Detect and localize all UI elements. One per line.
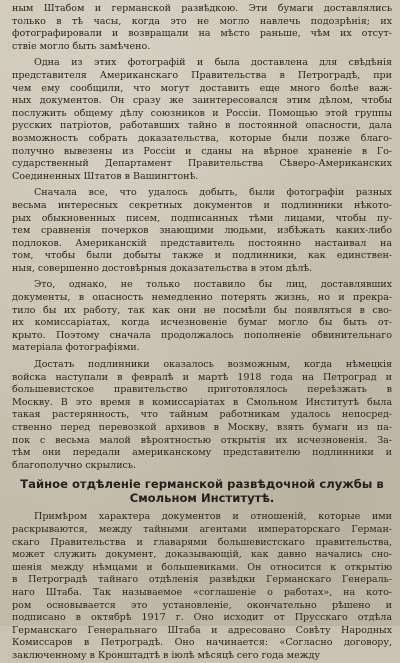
text-line: Достать подлинники оказалось возможным, когда нѣмецкія: [34, 359, 392, 371]
text-line: Комиссаров в Петроградѣ. Оно начинается: «Согласно договору,: [12, 637, 392, 649]
text-line: войска наступали в февралѣ и мартѣ 1918 года на Петроград и: [12, 371, 392, 383]
paragraph: [12, 3, 392, 53]
text-line: послужить общему дѣлу союзников и Россіи. Помощью этой группы: [12, 107, 392, 119]
text-line: Сначала все, что удалось добыть, были фотографіи разных: [34, 187, 392, 199]
text-line: Одна из этих фотографій и была доставлена для свѣдѣнія: [34, 57, 392, 69]
text-line: ных документов. Он сразу же заинтересовался этим дѣлом, чтобы: [12, 95, 392, 107]
text-line: только в тѣ часы, когда это не могло навлечь подозрѣнія; их: [12, 15, 392, 27]
text-line: ственно перед перевозкой архивов в Москву, взять бумаги из па-: [12, 422, 392, 433]
heading-line: Тайное отдѣленіе германской развѣдочной службы в: [20, 477, 384, 492]
text-line: пок с весьма малой вѣроятностью открытія их исчезновенія. За-: [12, 434, 392, 446]
text-line: наго Штаба. Так называемое «соглашеніе о работах», на кото-: [12, 586, 392, 598]
text-line: русских патріотов, работавших тайно в постоянной опасности, дала: [12, 120, 392, 132]
text-line: том, чтобы были добыты также и подлинники, как единствен-: [12, 250, 392, 262]
paragraph: [12, 57, 392, 183]
body-text-after-heading: [12, 511, 392, 662]
text-line: Примѣром характера документов и отношеній, которые ими: [34, 511, 392, 523]
text-line: ным Штабом и германской развѣдкою. Эти бумаги доставлялись: [12, 3, 392, 14]
text-line: матеріала фотографіями.: [12, 342, 140, 354]
text-line: в Петроградѣ тайнаго отдѣленія развѣдки Германскаго Генераль-: [12, 574, 392, 586]
text-line: рых обыкновенных писем, подписанных тѣми лицами, чтобы пу-: [12, 212, 392, 224]
text-line: их комиссаріатах, когда исчезновеніе бумаг могло бы быть от-: [12, 317, 392, 329]
text-line: такая растерянность, что тайным работникам удалось непосред-: [12, 409, 392, 421]
body-text-before-heading: [12, 3, 392, 472]
text-line: Это, однако, не только поставило бы лиц, доставлявших: [34, 279, 392, 291]
paragraph: [12, 359, 392, 472]
paragraph: [12, 279, 392, 355]
text-line: документы, в опасность немедленно потерять жизнь, но и прекра-: [12, 292, 392, 304]
section-heading: [12, 478, 392, 505]
text-line: подлоков. Американскій представитель постоянно настаивал на: [12, 237, 392, 249]
text-line: ныя, совершенно достовѣрныя доказательства в этом дѣлѣ.: [12, 262, 313, 274]
paragraph: [12, 511, 392, 662]
text-line: шенія между нѣмцами и большевиками. Он относится к открытію: [12, 561, 392, 573]
heading-line: Смольном Институтѣ.: [129, 490, 275, 505]
text-line: большевистское правительство приготовлялось переѣзжать в: [12, 384, 392, 396]
text-line: ром основывается это установленіе, окончательно рѣшено и: [12, 599, 392, 611]
text-line: Германскаго Генеральнаго Штаба и адресовано Совѣту Народных: [12, 624, 392, 636]
text-line: заключенному в Кронштадтѣ в іюлѣ мѣсяцѣ сего года между: [12, 649, 320, 661]
text-line: тѣм они передали американскому представителю подлинники и: [12, 447, 392, 459]
text-line: представителя Американскаго Правительства в Петроградѣ, при: [12, 69, 392, 81]
paragraph: [12, 187, 392, 275]
text-line: фотографировали и возвращали на мѣсто раньше, чѣм их отсут-: [12, 28, 392, 40]
text-line: сударственный Департамент Правительства Сѣверо-Американских: [12, 158, 392, 170]
text-line: раскрываются, между тайными агентами императорскаго Герман-: [12, 523, 392, 535]
text-line: Москву. В это время в комиссаріатах в Смольном Институтѣ была: [12, 396, 392, 408]
text-line: весьма интересных секретных документов и подлинники нѣкото-: [12, 199, 392, 211]
text-line: получно вывезены из Россіи и сданы на вѣрное храненіе в Го-: [12, 145, 392, 157]
text-line: ствіе могло быть замѣчено.: [12, 40, 151, 52]
text-line: тем сравненія почерков знающими людьми, избѣжать каких-либо: [12, 225, 392, 237]
text-line: крыто. Поэтому сначала продолжалось пополненіе обвинительнаго: [12, 329, 392, 341]
text-line: может служить документ, доказывающій, как давно начались сно-: [12, 549, 392, 561]
text-line: тило бы их работу, так как они не посмѣли бы появляться в сво-: [12, 304, 392, 316]
text-line: Соединенных Штатов в Вашингтонѣ.: [12, 170, 199, 182]
text-line: чем ему сообщили, что могут доставить еще много болѣе важ-: [12, 82, 392, 94]
text-line: подписано в октябрѣ 1917 г. Оно исходит от Прусскаго отдѣла: [12, 612, 392, 624]
text-line: благополучно скрылись.: [12, 459, 137, 471]
text-line: скаго Правительства и главарями большевистскаго правительства,: [12, 536, 392, 548]
text-line: возможность собрать доказательства, которые были позже благо-: [12, 132, 392, 144]
